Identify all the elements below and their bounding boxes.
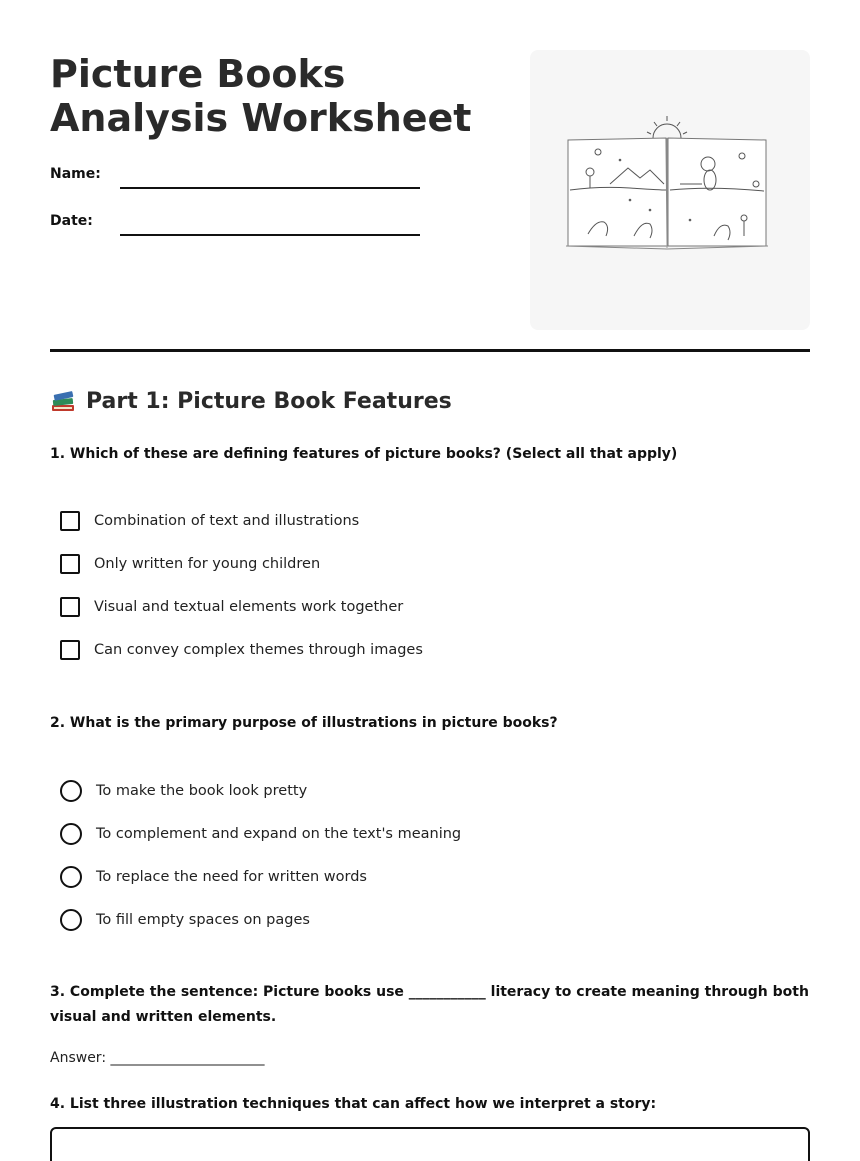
radio-button[interactable] (60, 823, 82, 845)
q4-answer-box[interactable] (50, 1127, 810, 1161)
part1-heading-text: Part 1: Picture Book Features (86, 388, 452, 414)
option-label: To complement and expand on the text's meaning (96, 826, 462, 842)
checkbox[interactable] (60, 554, 80, 574)
checkbox[interactable] (60, 511, 80, 531)
header-divider (50, 349, 810, 352)
checkbox[interactable] (60, 597, 80, 617)
question-4: 4. List three illustration techniques that can affect how we interpret a story: (50, 1096, 657, 1112)
q2-option-4[interactable] (60, 909, 310, 931)
q2-option-2[interactable] (60, 823, 461, 845)
option-label: Only written for young children (94, 556, 321, 572)
q2-option-3[interactable] (60, 866, 367, 888)
checkbox[interactable] (60, 640, 80, 660)
q3-answer[interactable]: Answer: ______________________ (50, 1050, 265, 1066)
q1-option-2[interactable] (60, 554, 320, 574)
q2-option-1[interactable] (60, 780, 307, 802)
open-book-illustration (530, 50, 810, 330)
page-title: Picture Books Analysis Worksheet (50, 52, 472, 140)
option-label: To replace the need for written words (96, 869, 367, 885)
radio-button[interactable] (60, 866, 82, 888)
name-field[interactable] (120, 187, 420, 189)
radio-button[interactable] (60, 780, 82, 802)
question-2: 2. What is the primary purpose of illustrations in picture books? (50, 715, 558, 731)
option-label: Can convey complex themes through images (94, 642, 423, 658)
part1-heading (50, 388, 452, 414)
radio-button[interactable] (60, 909, 82, 931)
question-1: 1. Which of these are defining features of picture books? (Select all that apply) (50, 446, 678, 462)
date-field[interactable] (120, 234, 420, 236)
option-label: Visual and textual elements work together (94, 599, 404, 615)
name-label: Name: (50, 166, 101, 182)
books-icon (50, 388, 76, 414)
question-3: 3. Complete the sentence: Picture books use ___________ literacy to create meaning through both visual and written elements. (50, 984, 809, 1025)
option-label: Combination of text and illustrations (94, 513, 360, 529)
date-label: Date: (50, 213, 93, 229)
option-label: To fill empty spaces on pages (96, 912, 310, 928)
q1-option-1[interactable] (60, 511, 359, 531)
q1-option-3[interactable] (60, 597, 403, 617)
option-label: To make the book look pretty (96, 783, 308, 799)
q1-option-4[interactable] (60, 640, 423, 660)
